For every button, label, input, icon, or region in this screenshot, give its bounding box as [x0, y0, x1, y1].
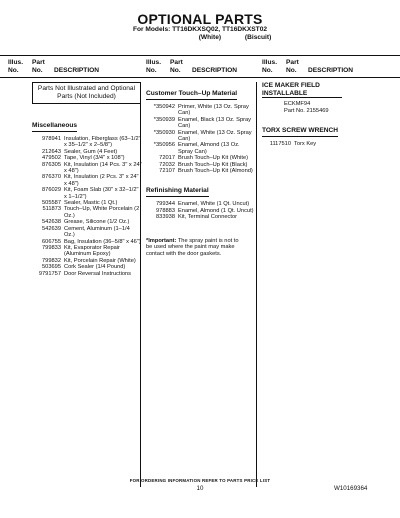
- part-number: 799833: [42, 244, 61, 251]
- part-description: Enamel, Almond (13 Oz. Spray Can): [178, 142, 240, 155]
- part-row: [146, 117, 256, 130]
- part-number: 542639: [42, 225, 61, 232]
- part-number: 978941: [42, 136, 61, 142]
- part-row: [146, 168, 256, 174]
- part-number: 542638: [42, 219, 61, 226]
- part-number: 505587: [42, 200, 61, 207]
- ice-maker-model: ECKMF94: [284, 101, 311, 107]
- column-ice-maker: [262, 82, 372, 148]
- miscellaneous-list: [32, 136, 142, 277]
- section-torx-wrench: TORX SCREW WRENCH: [262, 127, 338, 137]
- part-description: Brush Touch–Up Kit (Almond): [178, 168, 253, 175]
- column-miscellaneous: [32, 82, 142, 277]
- part-row: [146, 104, 256, 117]
- illus-no-label: Illus. No.: [262, 59, 278, 74]
- column-divider-2: [256, 82, 257, 487]
- header-top-rule: [0, 55, 400, 56]
- part-row: [146, 130, 256, 143]
- torx-list: [262, 141, 372, 147]
- part-number: 9791757: [38, 270, 61, 277]
- color-biscuit: (Biscuit): [244, 34, 272, 41]
- part-description: Kit, Evaporator Repair (Aluminum Epoxy): [64, 244, 120, 258]
- part-number: 72017: [159, 155, 175, 162]
- part-row: [32, 136, 142, 149]
- part-row: [32, 271, 142, 277]
- part-description: Touch–Up, White Porcelain (2 Oz.): [64, 206, 140, 219]
- part-number: 876370: [42, 174, 61, 181]
- part-description: Tape, Vinyl (3/4" x 108"): [64, 155, 125, 162]
- part-description: Brush Touch–Up Kit (Black): [178, 161, 248, 168]
- part-number: 606755: [42, 238, 61, 245]
- part-number: *350942: [153, 104, 175, 110]
- part-number: 503695: [42, 264, 61, 271]
- part-row: [32, 174, 142, 187]
- part-no-label: Part No.: [32, 59, 45, 74]
- part-number: *350939: [153, 116, 175, 123]
- section-refinishing: Refinishing Material: [146, 187, 209, 197]
- touchup-list: [146, 104, 256, 174]
- part-row: [32, 187, 142, 200]
- part-description: Kit, Foam Slab (30" x 32–1/2" x 1–1/2"): [64, 187, 139, 200]
- color-white: (White): [198, 34, 222, 41]
- part-description: Primer, White (13 Oz. Spray Can): [178, 104, 249, 117]
- models-subtitle: [0, 26, 400, 42]
- header-bottom-rule: [0, 77, 400, 78]
- part-description: Cork Sealer (1/4 Pound): [64, 264, 126, 271]
- part-number: 799832: [42, 257, 61, 264]
- models-line: For Models: TT16DKXSQ02, TT16DKXST02: [132, 26, 268, 33]
- part-number: 212643: [42, 148, 61, 155]
- part-number: 876305: [42, 161, 61, 168]
- part-description: Brush Touch–Up Kit (White): [178, 155, 249, 162]
- ordering-info-footer: FOR ORDERING INFORMATION REFER TO PARTS PRICE LIST: [129, 478, 271, 483]
- illus-no-label: Illus. No.: [146, 59, 162, 74]
- section-miscellaneous: Miscellaneous: [32, 122, 77, 132]
- part-number: 876029: [42, 187, 61, 194]
- part-number: *350930: [153, 129, 175, 136]
- part-number: 72032: [159, 161, 175, 168]
- color-labels: [0, 34, 400, 42]
- part-description: Grease, Silicone (1/2 Oz.): [64, 219, 130, 226]
- part-description: Insulation, Fiberglass (63–1/2" x 35–1/2" x 2–5/8"): [64, 136, 141, 149]
- part-row: [32, 162, 142, 175]
- part-description: Enamel, Almond (1 Qt. Uncut): [178, 207, 254, 214]
- part-no-label: Part No.: [170, 59, 183, 74]
- part-no-label: Part No.: [286, 59, 299, 74]
- part-description: Kit, Terminal Connector: [178, 214, 238, 221]
- part-row: [32, 226, 142, 239]
- part-row: [262, 141, 372, 147]
- part-description: Enamel, Black (13 Oz. Spray Can): [178, 116, 252, 130]
- part-row: [32, 206, 142, 219]
- spray-paint-note: [146, 238, 246, 258]
- part-description: Kit, Insulation (14 Pcs. 3" x 24" x 48"): [64, 161, 142, 175]
- part-number: *350956: [153, 142, 175, 149]
- part-number: 1117510: [269, 141, 291, 148]
- part-number: 978883: [156, 207, 175, 214]
- illus-no-label: Illus. No.: [8, 59, 24, 74]
- part-description: Door Reversal Instructions: [64, 270, 132, 277]
- part-description: Cement, Aluminum (1–1/4 Oz.): [64, 225, 130, 239]
- part-description: Kit, Porcelain Repair (White): [64, 257, 136, 264]
- part-row: [146, 214, 256, 220]
- note-label: *Important:: [146, 237, 177, 244]
- note-text: The spray paint is not to be used where the paint may make contact with the door gaskets.: [146, 237, 239, 257]
- ice-maker-kit: [262, 101, 372, 114]
- part-number: 479502: [42, 155, 61, 162]
- section-customer-touchup: Customer Touch–Up Material: [146, 90, 237, 100]
- part-number: 833938: [156, 214, 175, 221]
- part-description: Sealer, Gum (4 Feet): [64, 148, 118, 155]
- description-label: DESCRIPTION: [308, 66, 354, 74]
- part-row: [32, 245, 142, 258]
- part-description: Bag, Insulation (36–5/8" x 46"): [64, 238, 141, 245]
- page-title: OPTIONAL PARTS: [137, 11, 263, 27]
- description-label: DESCRIPTION: [54, 66, 100, 74]
- description-label: DESCRIPTION: [192, 66, 238, 74]
- part-description: Torx Key: [294, 141, 317, 148]
- refinishing-list: [146, 201, 256, 220]
- part-description: Enamel, White (1 Qt. Uncut): [178, 201, 250, 208]
- column-touchup: [146, 82, 256, 257]
- ice-maker-part-no: Part No. 2155469: [284, 107, 329, 114]
- document-number: W10169364: [334, 485, 368, 492]
- part-description: Enamel, White (13 Oz. Spray Can): [178, 129, 252, 143]
- page-number: 10: [196, 485, 204, 492]
- section-ice-maker: ICE MAKER FIELD INSTALLABLE: [262, 82, 342, 98]
- part-number: 72107: [159, 168, 175, 175]
- part-number: 511873: [42, 206, 61, 213]
- part-description: Sealer, Mastic (1 Qt.): [64, 200, 118, 207]
- part-description: Kit, Insulation (2 Pcs. 3" x 24" x 48"): [64, 174, 139, 187]
- part-number: 799344: [156, 201, 175, 208]
- not-illustrated-note: Parts Not Illustrated and Optional Parts (Not Included): [32, 82, 141, 104]
- part-row: [146, 142, 256, 155]
